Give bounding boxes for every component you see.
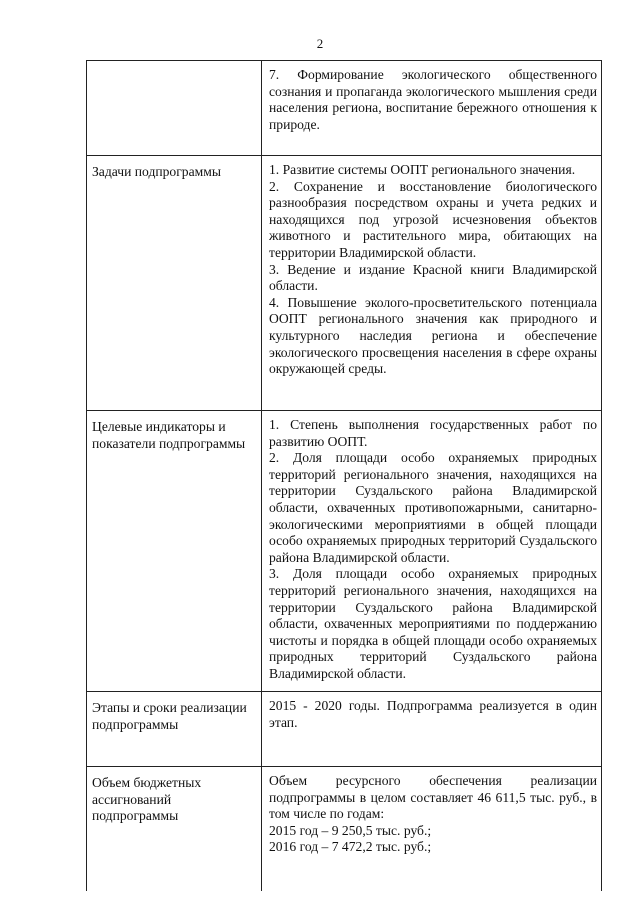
- table-row: [87, 156, 602, 411]
- row-content: [262, 156, 602, 411]
- row-label: Целевые индикаторы и показатели подпрограммы: [87, 411, 262, 692]
- row-content: [262, 692, 602, 767]
- row-label: [87, 61, 262, 156]
- content-item: 7. Формирование экологического общественного сознания и пропаганда экологического мышления среди населения региона, воспитание бережного отношения к природе.: [269, 67, 597, 132]
- row-label: Задачи подпрограммы: [87, 156, 262, 411]
- content-item: Объем ресурсного обеспечения реализации подпрограммы в целом составляет 46 611,5 тыс. руб., в том числе по годам:: [269, 773, 597, 822]
- table-row: [87, 411, 602, 692]
- content-item: 2015 - 2020 годы. Подпрограмма реализуется в один этап.: [269, 698, 597, 730]
- content-item: 1. Развитие системы ООПТ регионального значения.: [269, 162, 576, 177]
- content-item: 2. Сохранение и восстановление биологического разнообразия посредством охраны и учета редких и находящихся под угрозой исчезновения объектов животного и растительного мира, обитающих на территории Владимирской области.: [269, 178, 597, 260]
- table-row: [87, 61, 602, 156]
- content-item: 2016 год – 7 472,2 тыс. руб.;: [269, 839, 432, 855]
- content-item: 4. Повышение эколого-просветительского потенциала ООПТ регионального значения как природного и культурного наследия региона и обеспечение экологического просвещения населения в сфере охраны окружающей среды.: [269, 294, 597, 377]
- row-label: Этапы и сроки реализации подпрограммы: [87, 692, 262, 767]
- row-content: [262, 767, 602, 892]
- content-item: 1. Степень выполнения государственных работ по развитию ООПТ.: [269, 417, 597, 449]
- table-row: [87, 767, 602, 892]
- table-row: [87, 692, 602, 767]
- row-label: Объем бюджетных ассигнований подпрограммы: [87, 767, 262, 892]
- row-content: [262, 411, 602, 692]
- content-item: 2. Доля площади особо охраняемых природных территорий регионального значения, находящихся на территории Суздальского района Владимирской области, охваченных противопожарными, санитарно-экологическими мероприятиями в общей площади особо охраняемых природных территорий Суздальского района Владимирской области.: [269, 450, 597, 565]
- row-content: [262, 61, 602, 156]
- subprogram-passport-table: [86, 60, 602, 891]
- content-item: 3. Доля площади особо охраняемых природных территорий регионального значения, находящихся на территории Суздальского района Владимирской области, охваченных мероприятиями по поддержанию чистоты и порядка в общей площади особо охраняемых природных территорий Суздальского района Владимирской области.: [269, 566, 597, 681]
- content-item: 3. Ведение и издание Красной книги Владимирской области.: [269, 261, 597, 294]
- content-item: 2015 год – 9 250,5 тыс. руб.;: [269, 822, 432, 838]
- page-number: 2: [316, 36, 324, 51]
